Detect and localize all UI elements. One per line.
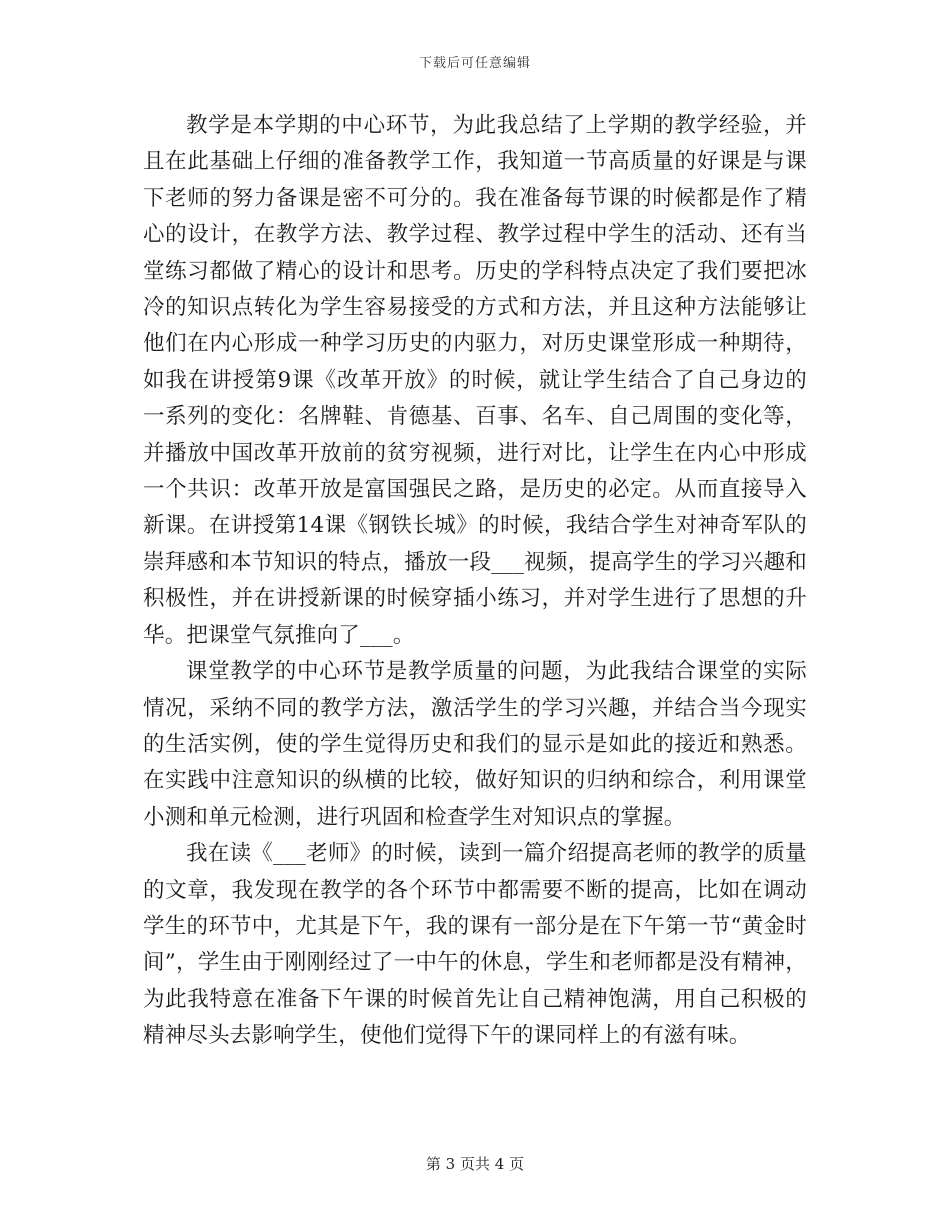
page-number: 第 3 页共 4 页 (425, 1155, 525, 1173)
paragraph-teaching-design: 教学是本学期的中心环节，为此我总结了上学期的教学经验，并且在此基础上仔细的准备教学工作，我知道一节高质量的好课是与课下老师的努力备课是密不可分的。我在准备每节课的时候都是作了精心的设计，在教学方法、教学过程、教学过程中学生的活动、还有当堂练习都做了精心的设计和思考。历史的学科特点决定了我们要把冰冷的知识点转化为学生容易接受的方式和方法，并且这种方法能够让他们在内心形成一种学习历史的内驱力，对历史课堂形成一种期待，如我在讲授第9课《改革开放》的时候，就让学生结合了自己身边的一系列的变化：名牌鞋、肯德基、百事、名车、自己周围的变化等，并播放中国改革开放前的贫穷视频，进行对比，让学生在内心中形成一个共识：改革开放是富国强民之路，是历史的必定。从而直接导入新课。在讲授第14课《钢铁长城》的时候，我结合学生对神奇军队的崇拜感和本节知识的特点，播放一段___视频，提高学生的学习兴趣和积极性，并在讲授新课的时候穿插小练习，并对学生进行了思想的升华。把课堂气氛推向了___。 (143, 113, 807, 648)
header-note: 下载后可任意编辑 (418, 56, 531, 71)
paragraph-reading-reflection: 我在读《___老师》的时候，读到一篇介绍提高老师的教学的质量的文章，我发现在教学的各个环节中都需要不断的提高，比如在调动学生的环节中，尤其是下午，我的课有一部分是在下午第一节“黄金时间”，学生由于刚刚经过了一中午的休息，学生和老师都是没有精神，为此我特意在准备下午课的时候首先让自己精神饱满，用自己积极的精神尽头去影响学生，使他们觉得下午的课同样上的有滋有味。 (143, 841, 807, 1049)
paragraph-teaching-quality: 课堂教学的中心环节是教学质量的问题，为此我结合课堂的实际情况，采纳不同的教学方法，激活学生的学习兴趣，并结合当今现实的生活实例，使的学生觉得历史和我们的显示是如此的接近和熟悉。在实践中注意知识的纵横的比较，做好知识的归纳和综合，利用课堂小测和单元检测，进行巩固和检查学生对知识点的掌握。 (143, 659, 807, 830)
document-body (143, 108, 807, 1055)
